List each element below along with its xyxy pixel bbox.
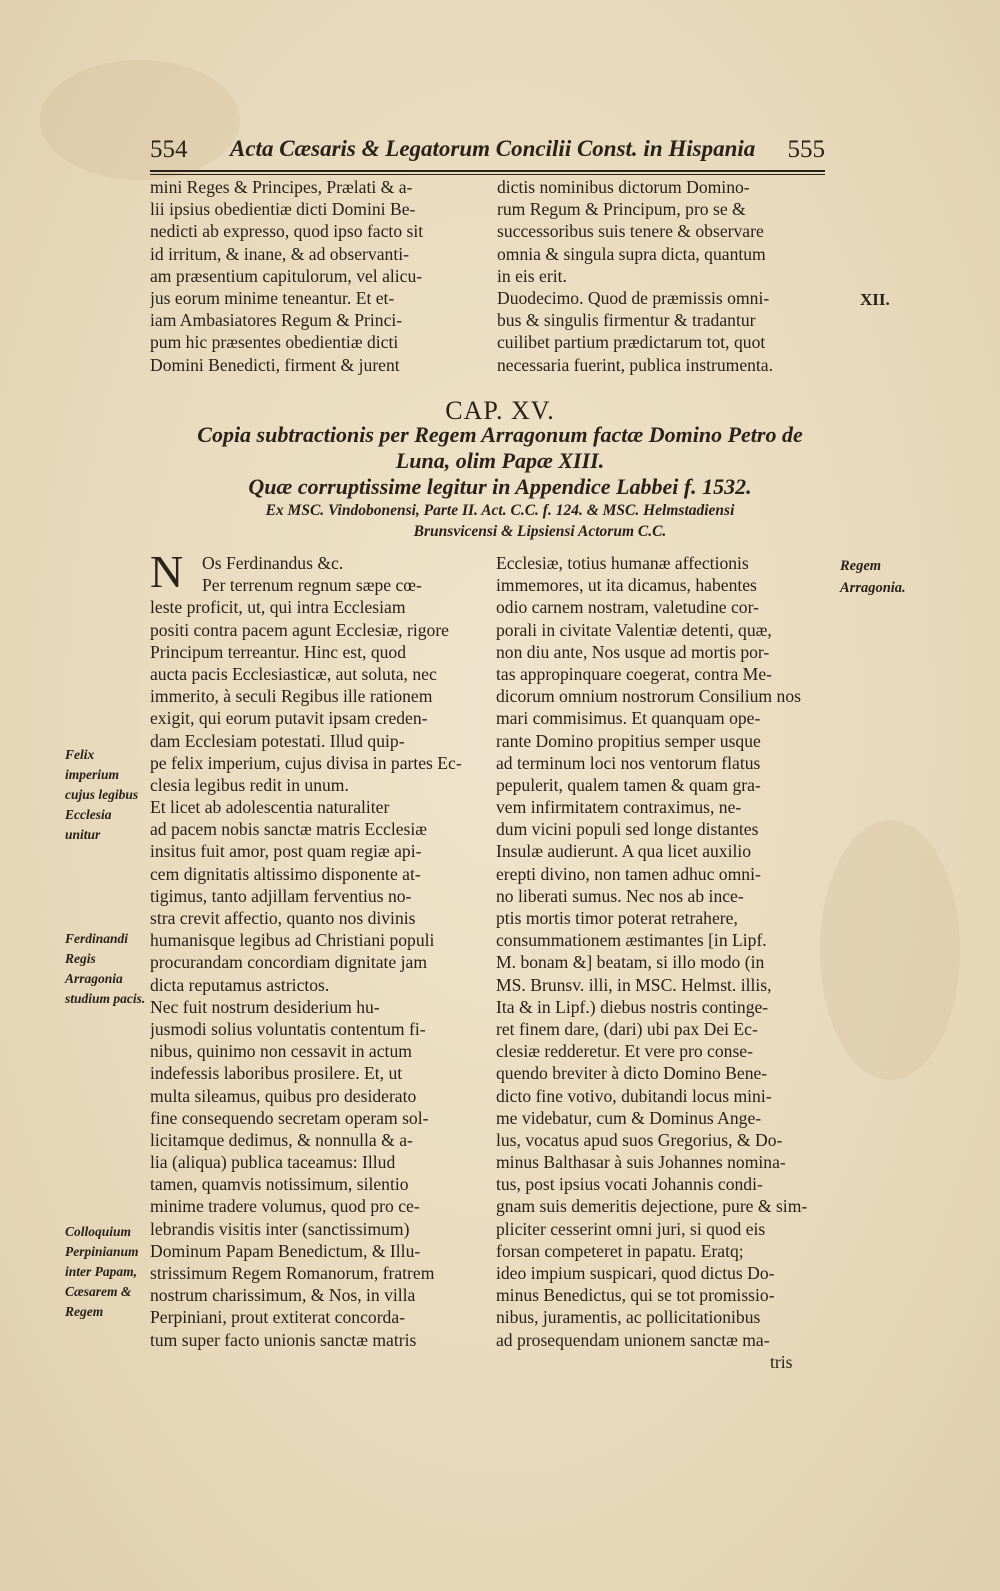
text-line: Per terrenum regnum sæpe cœ- bbox=[202, 575, 422, 596]
text-line: erepti divino, non tamen adhuc omni- bbox=[496, 863, 761, 884]
chapter-subtitle-2: Luna, olim Papæ XIII. bbox=[395, 448, 605, 473]
text-line: pe felix imperium, cujus divisa in partes Ec- bbox=[150, 752, 462, 773]
text-line: pum hic præsentes obedientiæ dicti bbox=[150, 332, 399, 353]
text-line: necessaria fuerint, publica instrumenta. bbox=[497, 354, 774, 375]
text-line: forsan competeret in papatu. Eratq; bbox=[496, 1240, 744, 1261]
margin-note-colloquium: Colloquium Perpinianum inter Papam, Cæsarem & Regem bbox=[65, 1224, 139, 1319]
text-line: Domini Benedicti, firment & jurent bbox=[150, 354, 400, 375]
paper-stain bbox=[820, 820, 960, 1080]
text-line: indefessis laboribus prosilere. Et, ut bbox=[150, 1063, 403, 1084]
text-line: Nec fuit nostrum desiderium hu- bbox=[150, 996, 380, 1017]
chapter-subtitle-1: Copia subtractionis per Regem Arragonum factæ Domino Petro de bbox=[197, 422, 803, 447]
catchword: tris bbox=[770, 1352, 793, 1372]
text-line: immerito, à seculi Regibus ille rationem bbox=[150, 686, 433, 707]
text-line: leste proficit, ut, qui intra Ecclesiam bbox=[150, 597, 406, 618]
text-line: iam Ambasiatores Regum & Princi- bbox=[150, 310, 403, 331]
top-left-column bbox=[150, 176, 480, 376]
text-line: Dominum Papam Benedictum, & Illu- bbox=[150, 1240, 421, 1261]
text-line: am præsentium capitulorum, vel alicu- bbox=[150, 265, 423, 286]
text-line: mari commisimus. Et quanquam ope- bbox=[496, 708, 761, 729]
text-line: successoribus suis tenere & observare bbox=[497, 221, 764, 242]
chapter-subtitle-3: Quæ corruptissime legitur in Appendice Labbei f. 1532. bbox=[248, 474, 752, 499]
text-line: procurandam concordiam dignitate jam bbox=[150, 952, 427, 973]
text-line: ptis mortis timor poterat retrahere, bbox=[496, 908, 738, 928]
text-line: Insulæ audierunt. A qua licet auxilio bbox=[496, 841, 752, 862]
header-rule-thin bbox=[150, 174, 825, 175]
text-line: quendo breviter à dicto Domino Bene- bbox=[496, 1063, 768, 1084]
text-line: gnam suis demeritis dejectione, pure & sim- bbox=[496, 1196, 808, 1217]
running-header bbox=[150, 136, 825, 170]
margin-note-right: Regem Arragonia. bbox=[840, 558, 906, 596]
text-line: cem dignitatis altissimo disponente at- bbox=[150, 863, 421, 884]
chapter-source-1: Ex MSC. Vindobonensi, Parte II. Act. C.C. f. 124. & MSC. Helmstadiensi bbox=[265, 502, 735, 519]
text-line: licitamque dedimus, & nonnulla & a- bbox=[150, 1129, 413, 1150]
text-line: tigimus, tanto adjillam ferventius no- bbox=[150, 885, 412, 906]
text-line: positi contra pacem agunt Ecclesiæ, rigore bbox=[150, 619, 449, 640]
text-line: dum vicini populi sed longe distantes bbox=[496, 819, 759, 840]
text-line: vem infirmitatem contraximus, ne- bbox=[496, 797, 742, 818]
text-line: pepulerit, qualem tamen & quam gra- bbox=[496, 774, 761, 795]
text-line: Et licet ab adolescentia naturaliter bbox=[150, 797, 390, 818]
text-line: ad pacem nobis sanctæ matris Ecclesiæ bbox=[150, 819, 428, 840]
text-line: in eis erit. bbox=[497, 265, 567, 286]
text-line: omnia & singula supra dicta, quantum bbox=[497, 243, 766, 264]
text-line: ad prosequendam unionem sanctæ ma- bbox=[496, 1329, 770, 1350]
text-line: clesia legibus redit in unum. bbox=[150, 774, 349, 795]
text-line: dicta reputamus astrictos. bbox=[150, 974, 330, 995]
text-line: lus, vocatus apud suos Gregorius, & Do- bbox=[496, 1129, 783, 1150]
text-line: exigit, qui eorum putavit ipsam creden- bbox=[150, 708, 428, 729]
main-left-column bbox=[150, 552, 478, 1351]
text-line: nostrum charissimum, & Nos, in villa bbox=[150, 1285, 416, 1306]
text-line: Os Ferdinandus &c. bbox=[202, 553, 344, 573]
text-line: pliciter cesserint omni juri, si quod eis bbox=[496, 1218, 766, 1239]
text-line: dicto fine votivo, dubitandi locus mini- bbox=[496, 1085, 772, 1106]
text-line: immemores, ut ita dicamus, habentes bbox=[496, 575, 757, 596]
drop-cap: N bbox=[150, 546, 184, 597]
text-line: aucta pacis Ecclesiasticæ, aut soluta, nec bbox=[150, 663, 437, 684]
text-line: rante Domino propitius semper usque bbox=[496, 730, 761, 751]
text-line: nibus, juramentis, ac pollicitationibus bbox=[496, 1307, 761, 1328]
top-right-column bbox=[497, 176, 827, 376]
text-line: Ita & in Lipf.) diebus nostris continge- bbox=[496, 996, 769, 1017]
text-line: consummationem æstimantes [in Lipf. bbox=[496, 930, 767, 951]
text-line: Perpiniani, prout extiterat concorda- bbox=[150, 1307, 406, 1328]
text-line: me videbatur, cum & Dominus Ange- bbox=[496, 1107, 762, 1128]
text-line: lii ipsius obedientiæ dicti Domini Be- bbox=[150, 199, 416, 220]
text-line: porali in civitate Valentiæ detenti, quæ, bbox=[496, 619, 772, 640]
text-line: dam Ecclesiam potestati. Illud quip- bbox=[150, 730, 405, 751]
text-line: lebrandis visitis inter (sanctissimum) bbox=[150, 1218, 410, 1239]
text-line: ret finem dare, (dari) ubi pax Dei Ec- bbox=[496, 1018, 758, 1039]
text-line: minus Benedictus, qui se tot promissio- bbox=[496, 1285, 775, 1306]
header-rule bbox=[150, 170, 825, 172]
text-line: ad terminum loci nos ventorum flatus bbox=[496, 752, 761, 773]
text-line: bus & singulis firmentur & tradantur bbox=[497, 310, 756, 331]
margin-note-felix: Felix imperium cujus legibus Ecclesia unitur bbox=[65, 747, 139, 842]
text-line: nibus, quinimo non cessavit in actum bbox=[150, 1041, 412, 1062]
chapter-title: CAP. XV. bbox=[445, 396, 555, 425]
text-line: no liberati sumus. Nec nos ab ince- bbox=[496, 885, 744, 906]
text-line: Ecclesiæ, totius humanæ affectionis bbox=[496, 553, 749, 573]
text-line: cuilibet partium prædictarum tot, quot bbox=[497, 332, 766, 353]
text-line: tum super facto unionis sanctæ matris bbox=[150, 1329, 417, 1350]
text-line: non diu ante, Nos usque ad mortis por- bbox=[496, 641, 770, 662]
text-line: lia (aliqua) publica taceamus: Illud bbox=[150, 1152, 396, 1173]
text-line: multa sileamus, quibus pro desiderato bbox=[150, 1085, 417, 1106]
running-title: Acta Cæsaris & Legatorum Concilii Const. in Hispania bbox=[230, 136, 756, 161]
text-line: Principum terreantur. Hinc est, quod bbox=[150, 641, 407, 662]
text-line: rum Regum & Principum, pro se & bbox=[497, 199, 746, 220]
text-line: MS. Brunsv. illi, in MSC. Helmst. illis, bbox=[496, 974, 772, 995]
text-line: odio carnem nostram, valetudine cor- bbox=[496, 597, 759, 618]
text-line: jusmodi solius voluntatis contentum fi- bbox=[150, 1018, 426, 1039]
page-number-left: 554 bbox=[150, 136, 188, 163]
text-line: tus, post ipsius vocati Johannis condi- bbox=[496, 1174, 763, 1195]
text-line: clesiæ redderetur. Et vere pro conse- bbox=[496, 1041, 753, 1062]
text-line: humanisque legibus ad Christiani populi bbox=[150, 930, 435, 951]
text-line: jus eorum minime teneantur. Et et- bbox=[150, 287, 395, 308]
text-line: minime tradere volumus, quod pro ce- bbox=[150, 1196, 420, 1217]
text-line: strissimum Regem Romanorum, fratrem bbox=[150, 1263, 435, 1283]
text-line: insitus fuit amor, post quam regiæ api- bbox=[150, 841, 422, 862]
main-right-column bbox=[496, 552, 830, 1351]
text-line: tas appropinquare coegerat, contra Me- bbox=[496, 663, 772, 684]
text-line: M. bonam &] beatam, si illo modo (in bbox=[496, 952, 765, 973]
text-line: nedicti ab expresso, quod ipso facto sit bbox=[150, 221, 424, 242]
text-line: tamen, quamvis notissimum, silentio bbox=[150, 1174, 409, 1195]
text-line: id irritum, & inane, & ad observanti- bbox=[150, 243, 409, 264]
text-line: fine consequendo secretam operam sol- bbox=[150, 1107, 429, 1128]
margin-note-ferdinandi: Ferdinandi Regis Arragonia studium pacis. bbox=[65, 931, 146, 1006]
text-line: dicorum omnium nostrorum Consilium nos bbox=[496, 686, 801, 707]
text-line: ideo impium suspicari, quod dictus Do- bbox=[496, 1263, 775, 1283]
text-line: minus Balthasar à suis Johannes nomina- bbox=[496, 1152, 786, 1173]
margin-article-number: XII. bbox=[860, 290, 890, 309]
text-line: Duodecimo. Quod de præmissis omni- bbox=[497, 287, 770, 308]
text-line: mini Reges & Principes, Prælati & a- bbox=[150, 177, 413, 197]
page-number-right: 555 bbox=[787, 136, 825, 163]
chapter-source-2: Brunsvicensi & Lipsiensi Actorum C.C. bbox=[413, 523, 667, 540]
text-line: stra crevit affectio, quanto nos divinis bbox=[150, 908, 416, 928]
text-line: dictis nominibus dictorum Domino- bbox=[497, 177, 750, 197]
